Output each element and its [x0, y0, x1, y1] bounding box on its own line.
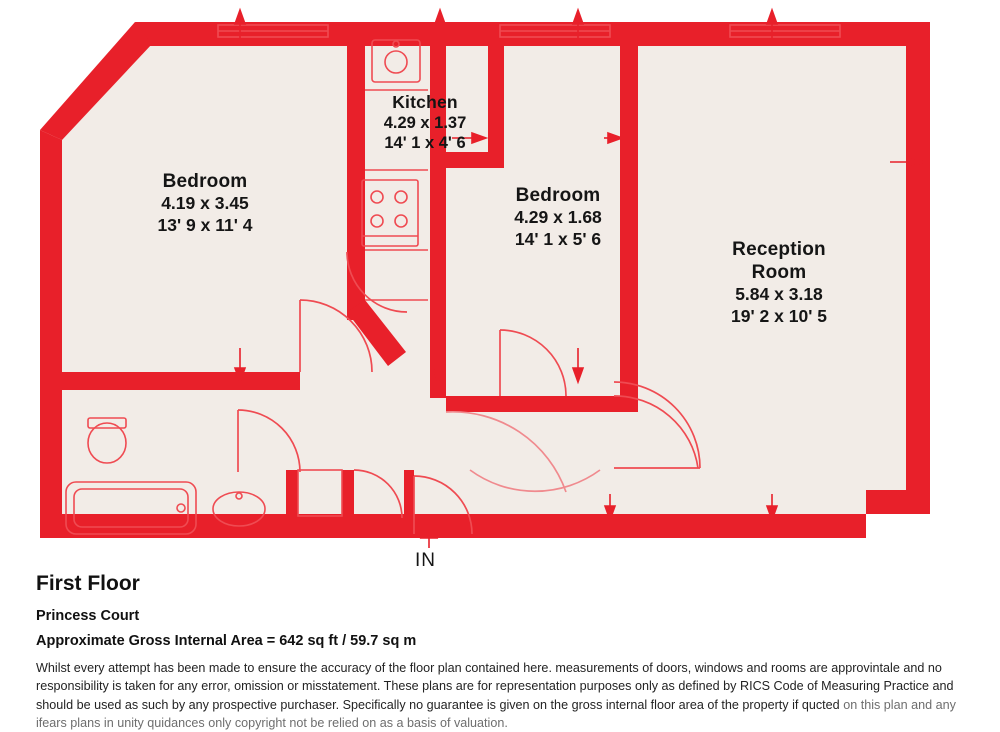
disclaimer-line-3: Practice and should be used as such by any prospective purchaser. Specifically no guarantee is given on the gross internal floor area of the property if qucted	[36, 679, 954, 712]
room-dim-metric-kitchen: 4.29 x 1.37	[383, 114, 467, 133]
room-name-reception-line1: Reception	[732, 239, 826, 260]
room-dim-imperial-kitchen: 14' 1 x 4' 6	[384, 134, 466, 153]
room-label-bedroom-1	[110, 170, 300, 236]
room-dim-metric-bedroom-1: 4.19 x 3.45	[161, 193, 249, 214]
disclaimer-line-4: on this plan and any ifears plans in unity quidances only copyright not be relied on as a basis of valuation.	[36, 697, 956, 730]
room-dim-imperial-reception: 19' 2 x 10' 5	[731, 305, 827, 326]
property-name: Princess Court	[36, 608, 140, 624]
room-dim-metric-bedroom-2: 4.29 x 1.68	[514, 207, 602, 228]
disclaimer-line-1: Whilst every attempt has been made to ensure the accuracy of the floor plan contained here. measurements of doors, windows and rooms are approvintale	[36, 661, 900, 675]
room-label-reception-room	[684, 238, 874, 327]
room-dim-metric-reception: 5.84 x 3.18	[735, 284, 823, 305]
room-name-bedroom-1: Bedroom	[162, 171, 248, 192]
room-dim-imperial-bedroom-2: 14' 1 x 5' 6	[514, 228, 602, 249]
room-name-kitchen: Kitchen	[392, 92, 458, 112]
room-label-kitchen	[330, 92, 520, 154]
floor-title: First Floor	[36, 572, 140, 595]
gross-internal-area: Approximate Gross Internal Area = 642 sq ft / 59.7 sq m	[36, 633, 417, 649]
disclaimer-line-2: and no responsibility is taken for any error, omission or misstatement. These plans are for representation purposes only as defined by RICS Code of Measuring	[36, 661, 942, 694]
disclaimer-text	[36, 659, 964, 732]
entrance-label: IN	[415, 550, 436, 571]
room-name-reception-line2: Room	[751, 262, 807, 284]
room-name-bedroom-2: Bedroom	[515, 185, 601, 206]
room-dim-imperial-bedroom-1: 13' 9 x 11' 4	[157, 214, 253, 235]
room-label-bedroom-2	[461, 184, 655, 250]
plan-footer	[0, 572, 1000, 732]
